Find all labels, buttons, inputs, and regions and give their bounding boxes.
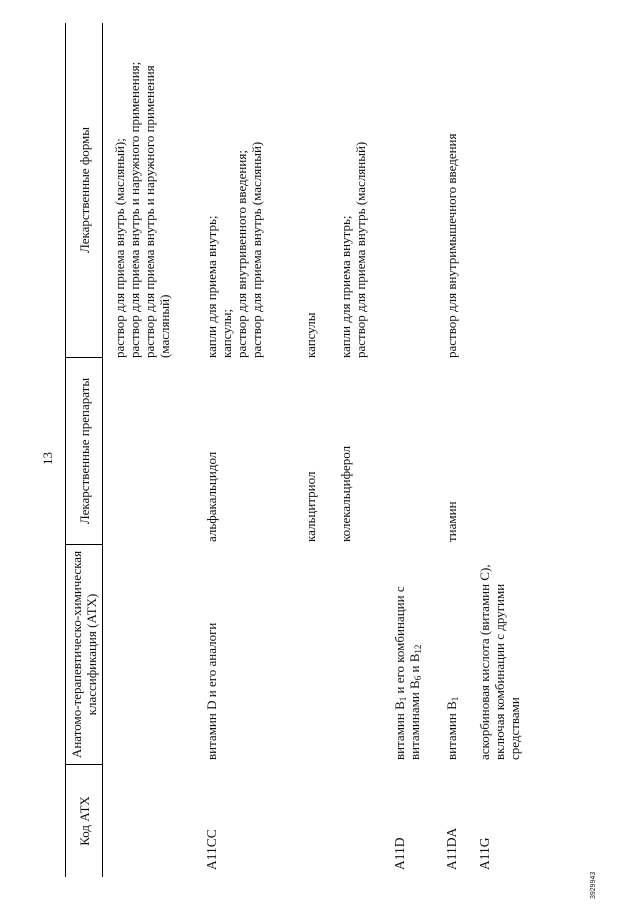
atc-code: A11CC [204, 829, 219, 870]
form-line: капсулы [303, 312, 318, 358]
drug-name: колекальциферол [338, 445, 353, 542]
table-row [112, 23, 172, 358]
atc-code: A11D [392, 837, 407, 870]
header-code: Код АТХ [76, 796, 92, 846]
classification-text: витамин $B_1$ и его комбинации с витаминами $B_6$ и $B_{12}$ [392, 586, 423, 760]
forms-list [303, 23, 318, 358]
forms-list [338, 23, 368, 358]
drug-name: кальцитриол [303, 471, 318, 542]
classification-text: аскорбиновая кислота (витамин C), включая комбинации с другими средствами [477, 564, 522, 760]
form-line: раствор для приема внутрь и наружного применения; [127, 61, 142, 358]
form-line: капсулы; [219, 308, 234, 358]
form-line: капли для приема внутрь; [204, 215, 219, 358]
atc-code: A11DA [444, 827, 459, 870]
header-forms: Лекарственные формы [76, 126, 92, 254]
forms-list [444, 23, 459, 358]
forms-list [204, 23, 264, 358]
page-number: 13 [40, 452, 55, 465]
form-line: капли для приема внутрь; [338, 215, 353, 358]
table-top-rule [65, 23, 66, 877]
table-header-rule [102, 23, 103, 877]
form-line: раствор для приема внутрь (масляный) [249, 141, 264, 358]
form-line: раствор для приема внутрь (масляный) [353, 141, 368, 358]
atc-code: A11G [477, 837, 492, 870]
drug-name: альфакальцидол [204, 451, 219, 542]
classification-text: витамин $B_1$ [444, 696, 460, 760]
form-line: раствор для приема внутрь (масляный); [112, 138, 127, 358]
header-drugs: Лекарственные препараты [76, 377, 92, 525]
form-line: раствор для приема внутрь и наружного применения (масляный) [142, 65, 172, 358]
form-line: раствор для внутривенного введения; [234, 150, 249, 358]
document-id: 3929943 [590, 871, 597, 899]
form-line: раствор для внутримышечного введения [444, 133, 459, 358]
header-classification: Анатомо-терапевтическо-химическая классификация (АТХ) [69, 550, 99, 759]
classification-text: витамин D и его аналоги [204, 622, 219, 760]
drug-name: тиамин [444, 501, 459, 542]
